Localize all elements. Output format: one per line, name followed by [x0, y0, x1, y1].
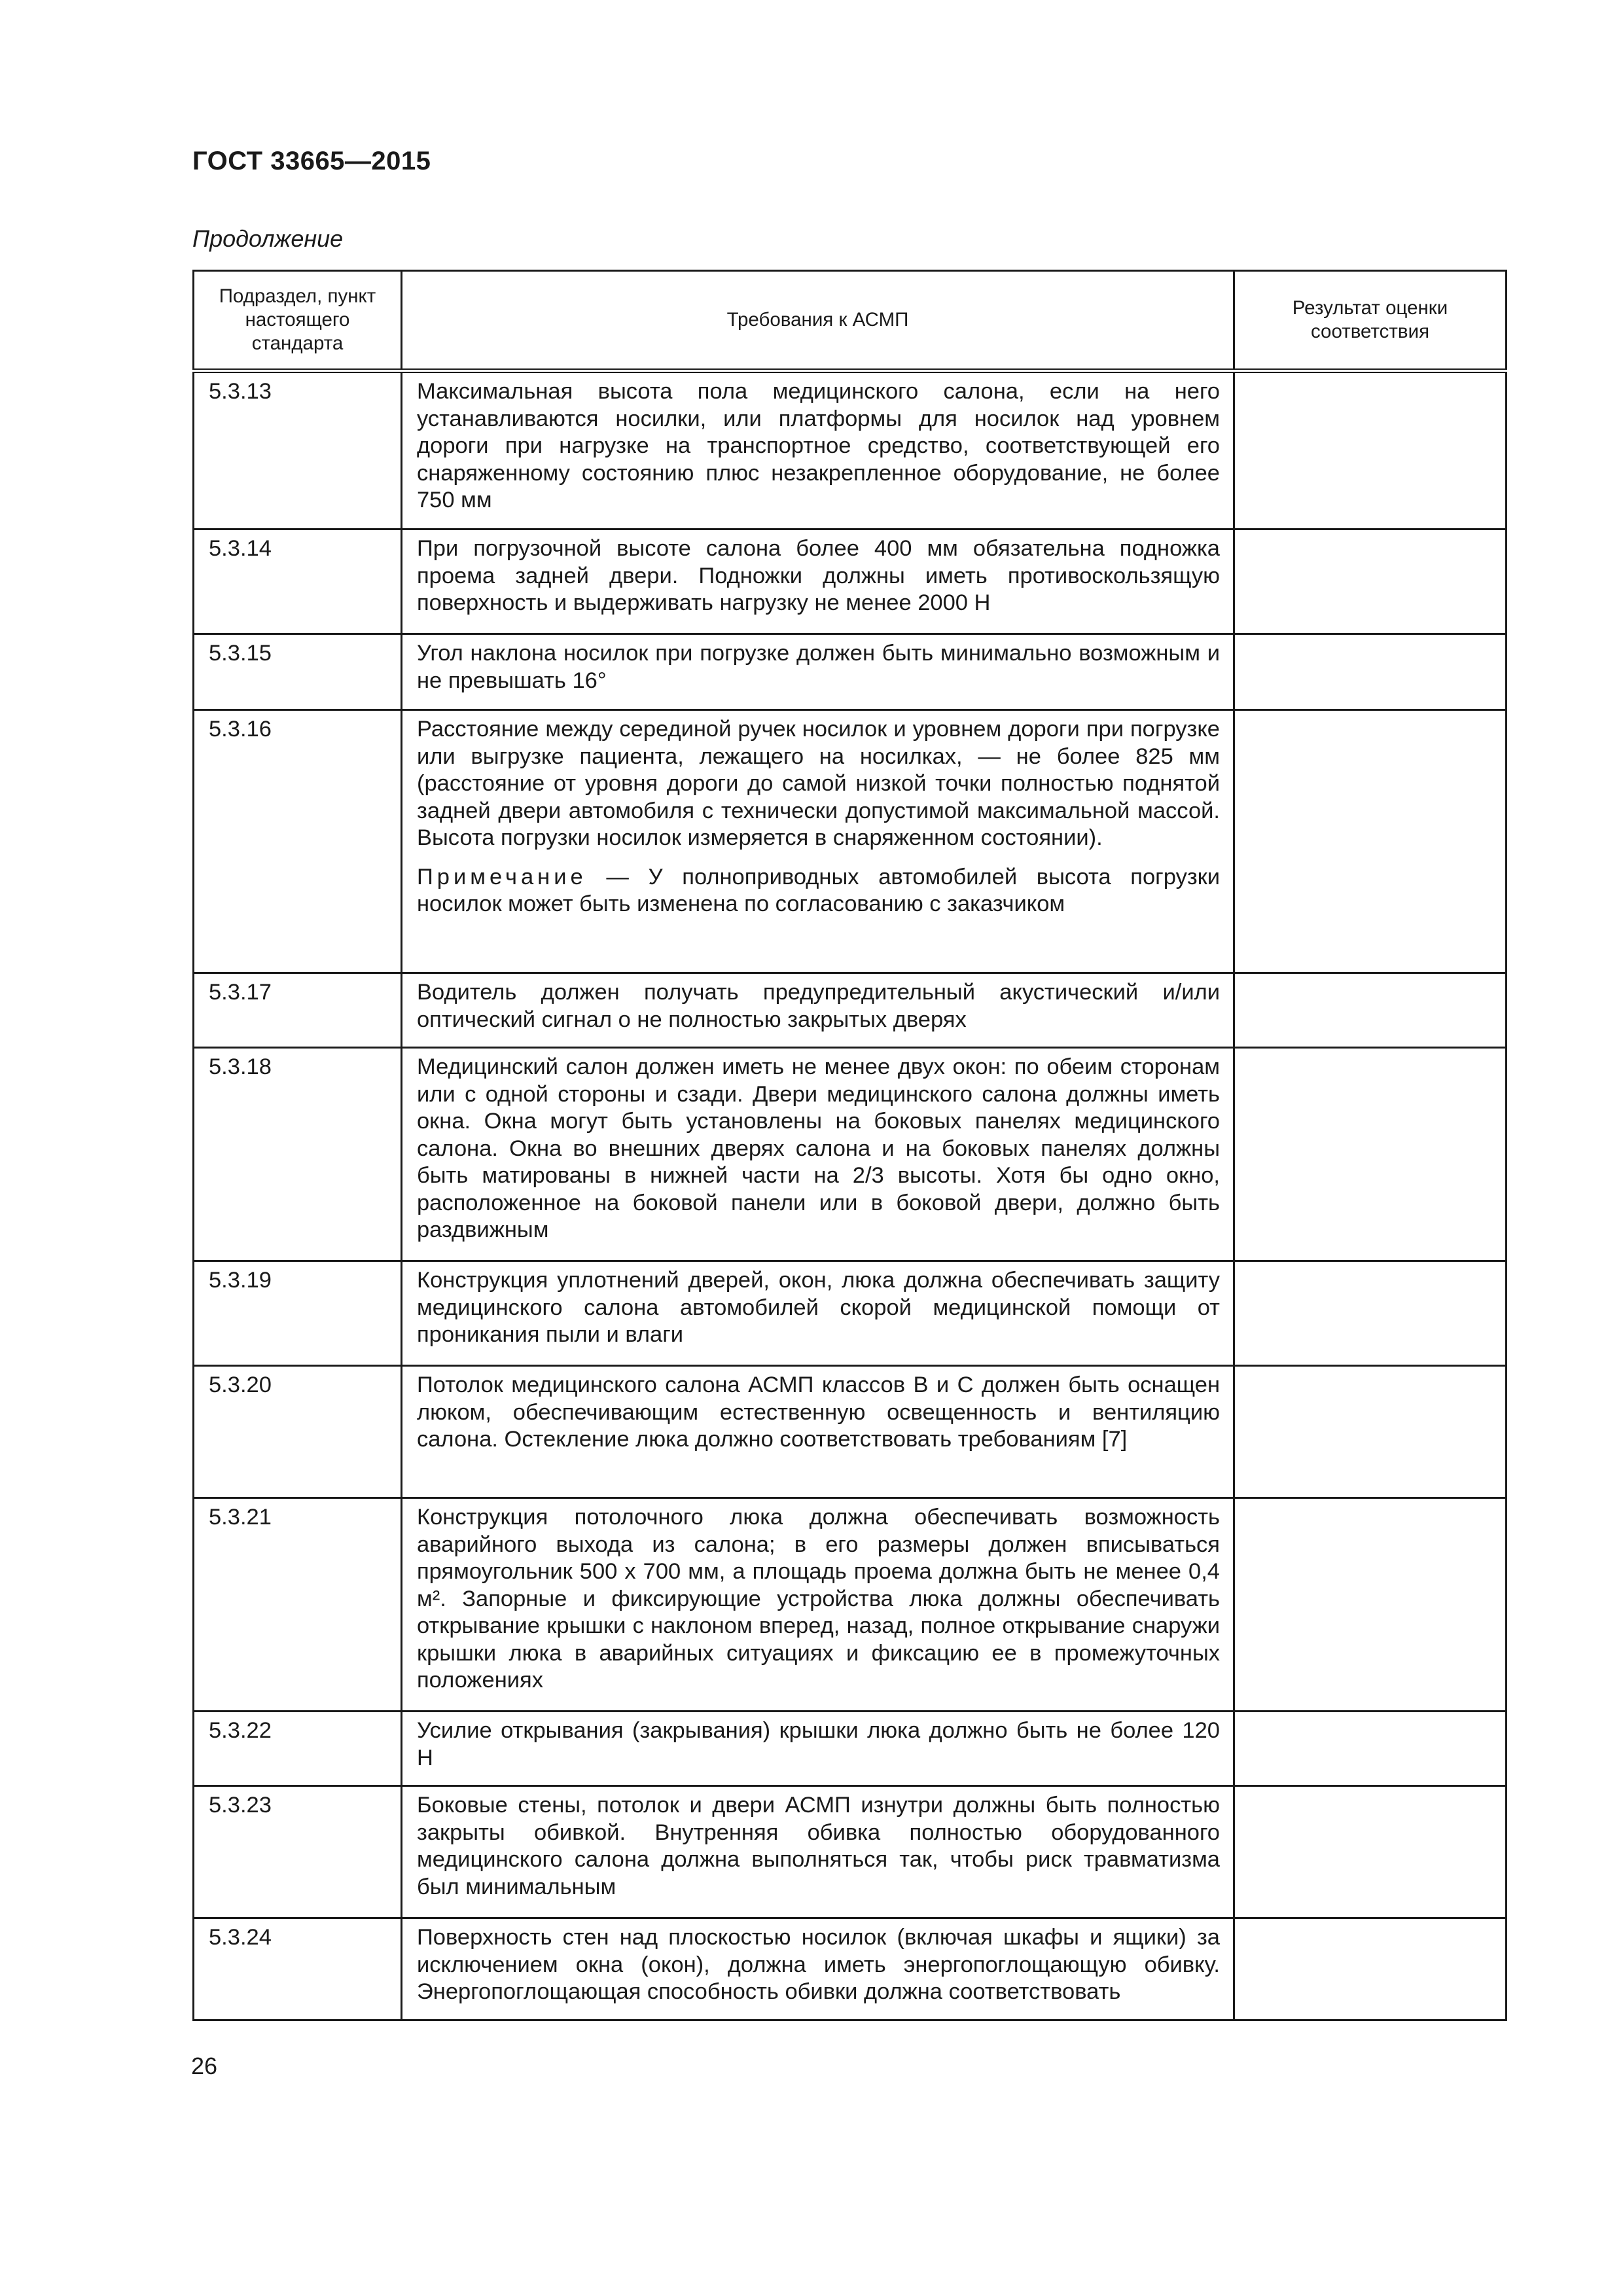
requirement-text: Конструкция потолочного люка должна обеспечивать возможность аварийного выхода из салона; в его размеры должен вписываться прямоугольник 500 х 700 мм, а площадь проема должна быть не менее 0,4 м². Запорные и фиксирующие устройства люка должны обеспечивать открывание крышки с наклоном вперед, назад, полное открывание снаружи крышки люка в аварийных ситуациях и фиксацию ее в промежуточных положениях: [402, 1498, 1234, 1712]
requirement-text: Угол наклона носилок при погрузке должен быть минимально возможным и не превышать 16°: [402, 634, 1234, 710]
requirement-text: Максимальная высота пола медицинского салона, если на него устанавливаются носилки, или платформы для носилок над уровнем дороги при нагрузке на транспортное средство, соответствующей его снаряженному состоянию плюс незакрепленное оборудование, не более 750 мм: [402, 371, 1234, 529]
section-number: 5.3.23: [194, 1786, 402, 1918]
table-row: [194, 1498, 1507, 1712]
section-number: 5.3.18: [194, 1048, 402, 1261]
table-header-row: [194, 271, 1507, 371]
section-number: 5.3.16: [194, 710, 402, 973]
column-header-section: Подраздел, пункт настоящего стандарта: [194, 271, 402, 371]
requirement-text: Конструкция уплотнений дверей, окон, люка должна обеспечивать защиту медицинского салона автомобилей скорой медицинской помощи от проникания пыли и влаги: [402, 1261, 1234, 1366]
section-number: 5.3.24: [194, 1918, 402, 2020]
section-number: 5.3.20: [194, 1366, 402, 1498]
section-number: 5.3.17: [194, 973, 402, 1048]
page-number: 26: [191, 2053, 218, 2079]
result-cell: [1234, 1048, 1507, 1261]
section-number: 5.3.22: [194, 1712, 402, 1786]
note-label: Примечание: [417, 864, 587, 889]
continuation-label: Продолжение: [192, 225, 344, 252]
requirement-text: Боковые стены, потолок и двери АСМП изнутри должны быть полностью закрыты обивкой. Внутренняя обивка полностью оборудованного медицинского салона должна выполняться так, чтобы риск травматизма был минимальным: [402, 1786, 1234, 1918]
section-number: 5.3.14: [194, 529, 402, 634]
requirement-text: Медицинский салон должен иметь не менее двух окон: по обеим сторонам или с одной стороны и сзади. Двери медицинского салона должны иметь окна. Окна могут быть установлены на боковых панелях медицинского салона. Окна во внешних дверях салона и на боковых панелях должны быть матированы в нижней части на 2/3 высоты. Хотя бы одно окно, расположенное на боковой панели или в боковой двери, должно быть раздвижным: [402, 1048, 1234, 1261]
table-row: [194, 710, 1507, 973]
result-cell: [1234, 1498, 1507, 1712]
requirement-text: Усилие открывания (закрывания) крышки люка должно быть не более 120 Н: [402, 1712, 1234, 1786]
result-cell: [1234, 1786, 1507, 1918]
section-number: 5.3.19: [194, 1261, 402, 1366]
result-cell: [1234, 1918, 1507, 2020]
requirement-text: [402, 710, 1234, 973]
table-row: [194, 973, 1507, 1048]
result-cell: [1234, 973, 1507, 1048]
result-cell: [1234, 1712, 1507, 1786]
requirement-text: Водитель должен получать предупредительный акустический и/или оптический сигнал о не полностью закрытых дверях: [402, 973, 1234, 1048]
column-header-result: Результат оценки соответствия: [1234, 271, 1507, 371]
table-row: [194, 1366, 1507, 1498]
table-row: [194, 1786, 1507, 1918]
result-cell: [1234, 371, 1507, 529]
result-cell: [1234, 634, 1507, 710]
table-row: [194, 634, 1507, 710]
table-row: [194, 1261, 1507, 1366]
requirement-note: [417, 864, 1220, 918]
requirements-table: [192, 270, 1507, 2021]
table-row: [194, 1048, 1507, 1261]
requirement-text: При погрузочной высоте салона более 400 мм обязательна подножка проема задней двери. Подножки должны иметь противоскользящую поверхность и выдерживать нагрузку не менее 2000 Н: [402, 529, 1234, 634]
table-row: [194, 1918, 1507, 2020]
result-cell: [1234, 529, 1507, 634]
table-row: [194, 371, 1507, 529]
section-number: 5.3.15: [194, 634, 402, 710]
result-cell: [1234, 1261, 1507, 1366]
table-row: [194, 1712, 1507, 1786]
requirement-text: Потолок медицинского салона АСМП классов В и С должен быть оснащен люком, обеспечивающим естественную освещенность и вентиляцию салона. Остекление люка должно соответствовать требованиям [7]: [402, 1366, 1234, 1498]
requirement-text: Поверхность стен над плоскостью носилок (включая шкафы и ящики) за исключением окна (окон), должна иметь энергопоглощающую обивку. Энергопоглощающая способность обивки должна соответствовать: [402, 1918, 1234, 2020]
section-number: 5.3.13: [194, 371, 402, 529]
table-row: [194, 529, 1507, 634]
result-cell: [1234, 710, 1507, 973]
document-code: ГОСТ 33665—2015: [192, 147, 431, 175]
result-cell: [1234, 1366, 1507, 1498]
note-text: — У полноприводных автомобилей высота погрузки носилок может быть изменена по согласованию с заказчиком: [417, 864, 1220, 916]
section-number: 5.3.21: [194, 1498, 402, 1712]
requirement-body: Расстояние между серединой ручек носилок и уровнем дороги при погрузке или выгрузке пациента, лежащего на носилках, — не более 825 мм (расстояние от уровня дороги до самой низкой точки полностью поднятой задней двери автомобиля с технически допустимой максимальной массой. Высота погрузки носилок измеряется в снаряженном состоянии).: [417, 717, 1220, 850]
column-header-requirements: Требования к АСМП: [402, 271, 1234, 371]
